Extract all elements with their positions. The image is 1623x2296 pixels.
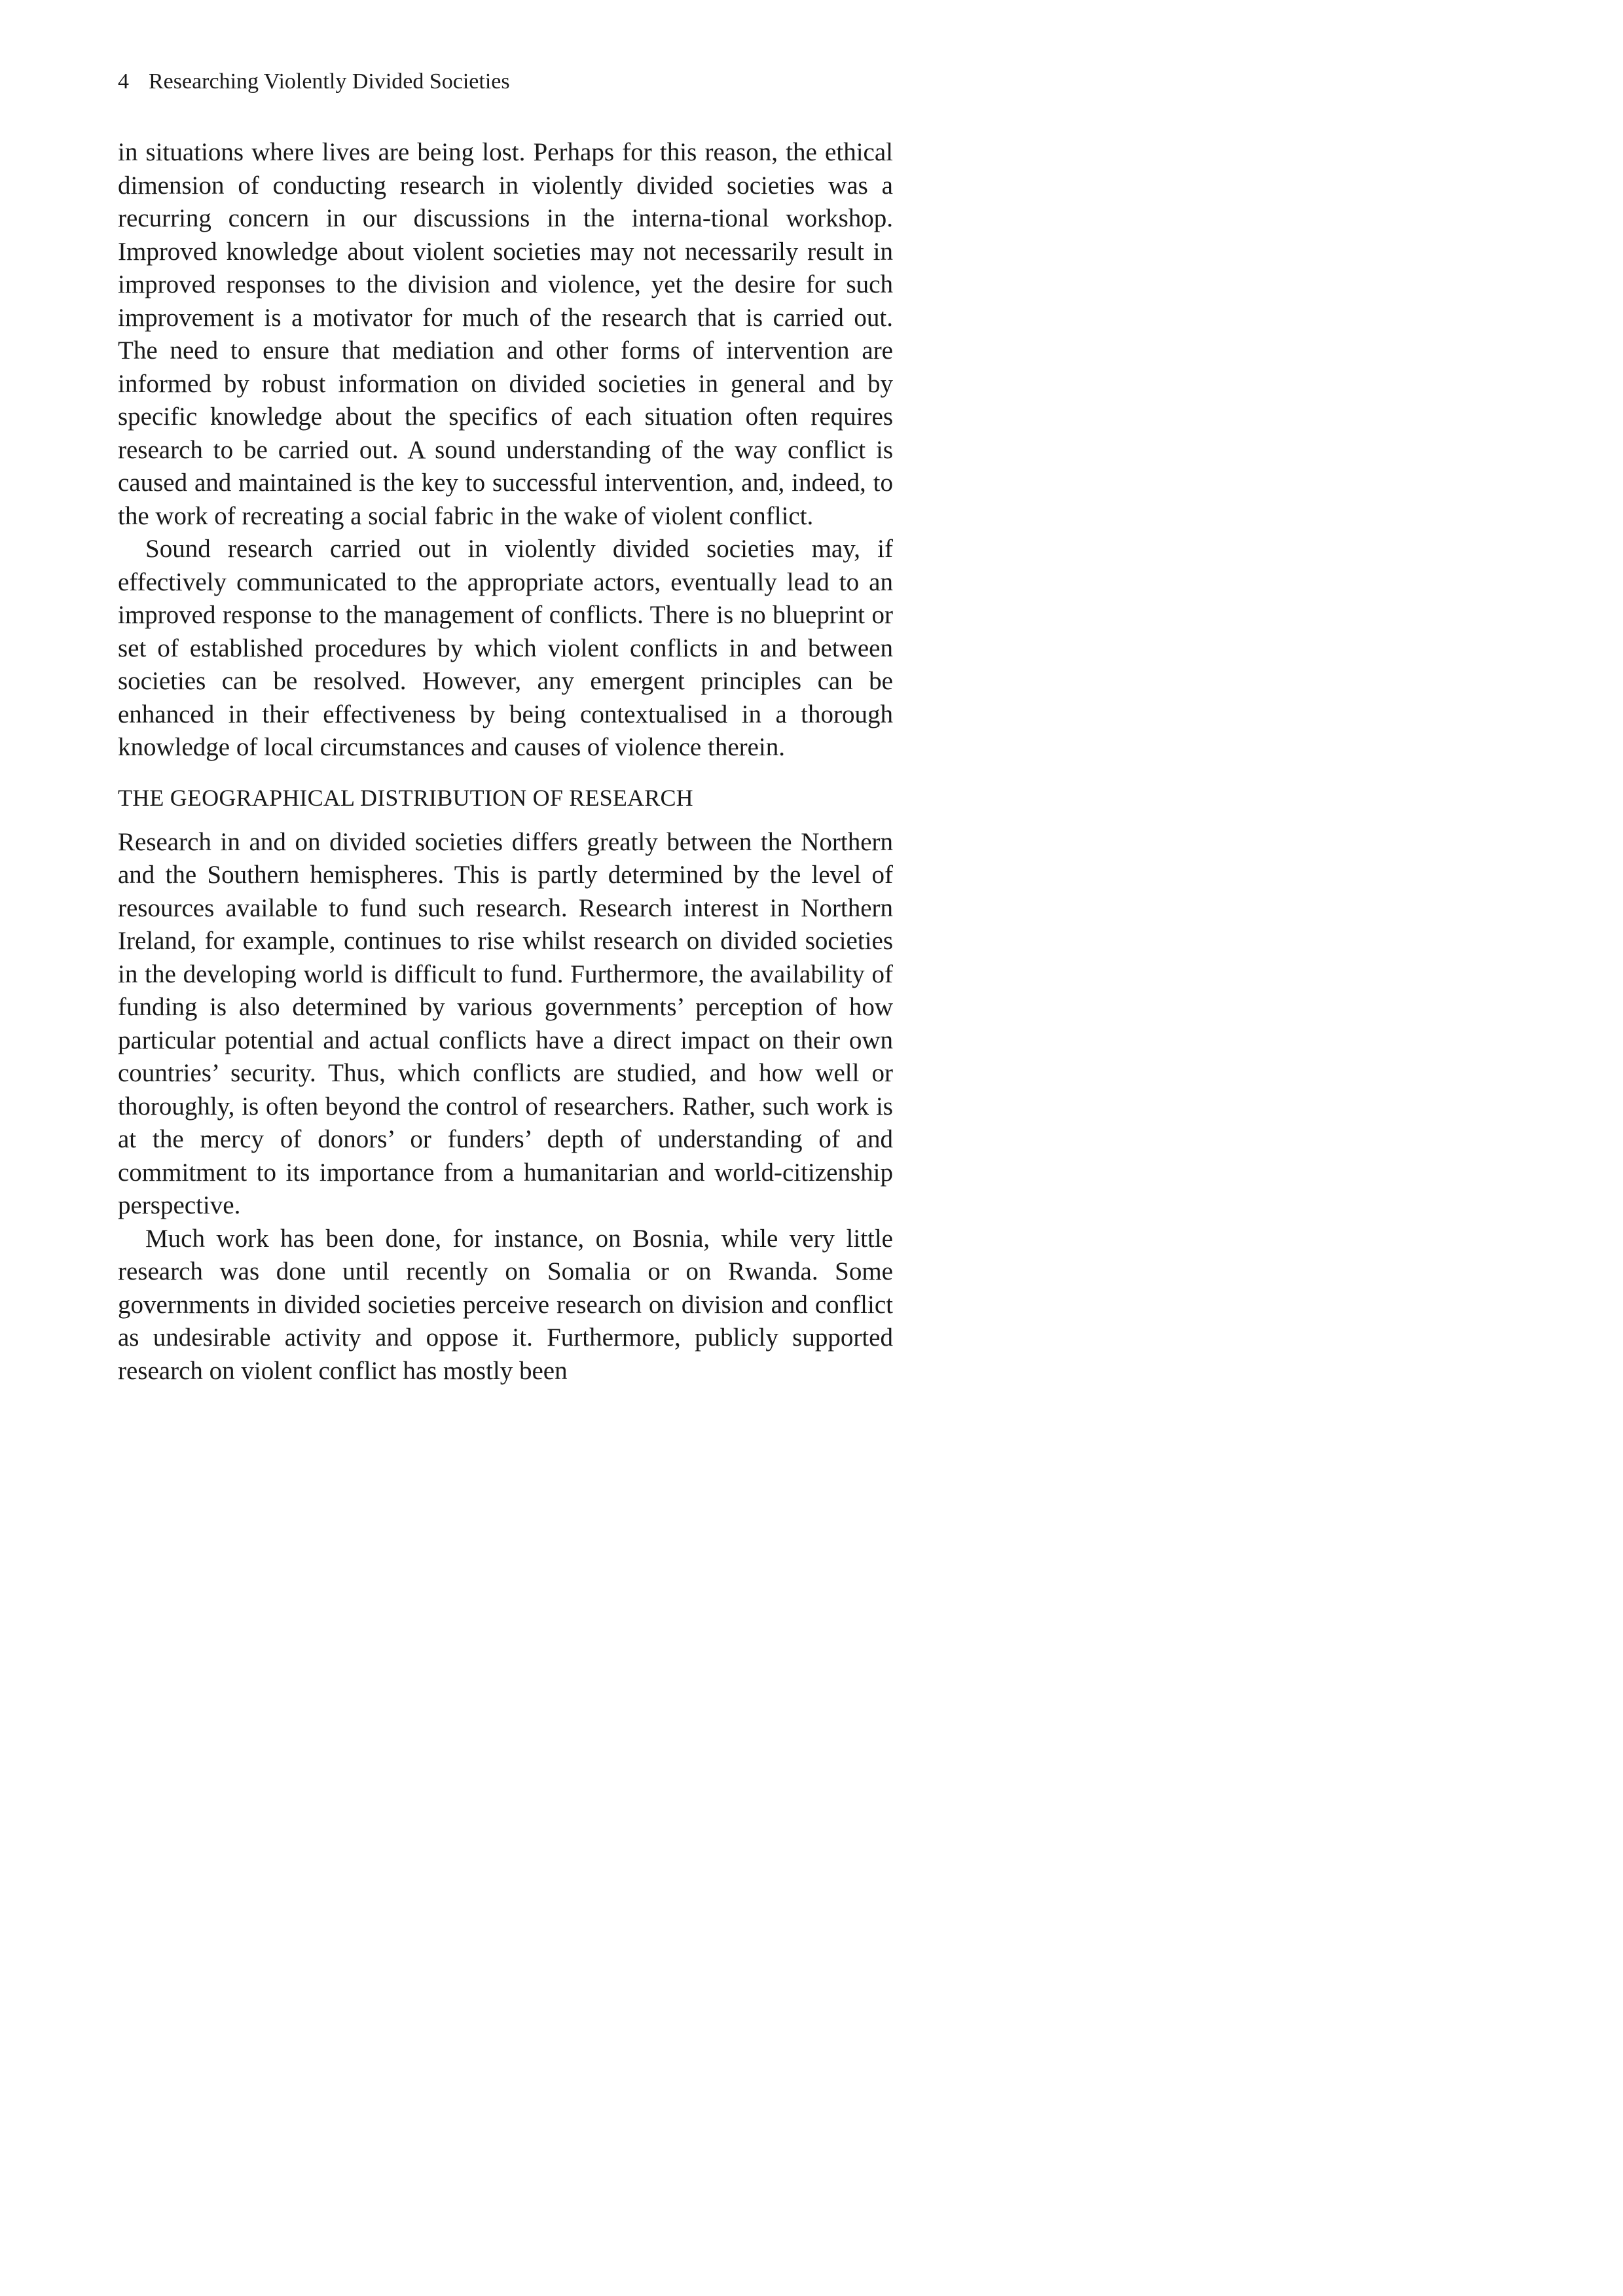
running-head (118, 67, 510, 97)
page-number: 4 (118, 69, 129, 94)
paragraph: Research in and on divided societies differs greatly between the Northern and the Southern hemispheres. This is partly determined by the level of resources available to fund such research. Research interest in Northern Ireland, for example, continues to rise whilst research on divided societies in the developing world is difficult to fund. Furthermore, the availability of funding is also determined by various governments’ perception of how particular potential and actual conflicts have a direct impact on their own countries’ security. Thus, which conflicts are studied, and how well or thoroughly, is often beyond the control of researchers. Rather, such work is at the mercy of donors’ or funders’ depth of understanding of and commitment to its importance from a humanitarian and world-citizenship perspective. (118, 827, 893, 1219)
body-text (118, 136, 893, 1388)
section-heading: THE GEOGRAPHICAL DISTRIBUTION OF RESEARCH (118, 784, 693, 811)
paragraph: Sound research carried out in violently divided societies may, if effectively communicated to the appropriate actors, eventually lead to an improved response to the management of conflicts. There is no blueprint or set of established procedures by which violent conflicts in and between societies can be resolved. However, any emergent principles can be enhanced in their effectiveness by being contextualised in a thorough knowledge of local circumstances and causes of violence therein. (118, 535, 893, 761)
paragraph: in situations where lives are being lost. Perhaps for this reason, the ethical dimension of conducting research in violently divided societies was a recurring concern in our discussions in the interna-tional workshop. Improved knowledge about violent societies may not necessarily result in improved responses to the division and violence, yet the desire for such improvement is a motivator for much of the research that is carried out. The need to ensure that mediation and other forms of intervention are informed by robust information on divided societies in general and by specific knowledge about the specifics of each situation often requires research to be carried out. A sound understanding of the way conflict is caused and maintained is the key to successful intervention, and, indeed, to the work of recreating a social fabric in the wake of violent conflict. (118, 138, 893, 530)
running-title: Researching Violently Divided Societies (149, 69, 510, 94)
paragraph: Much work has been done, for instance, on Bosnia, while very little research was done until recently on Somalia or on Rwanda. Some governments in divided societies perceive research on division and conflict as undesirable activity and oppose it. Furthermore, publicly supported research on violent conflict has mostly been (118, 1224, 893, 1385)
